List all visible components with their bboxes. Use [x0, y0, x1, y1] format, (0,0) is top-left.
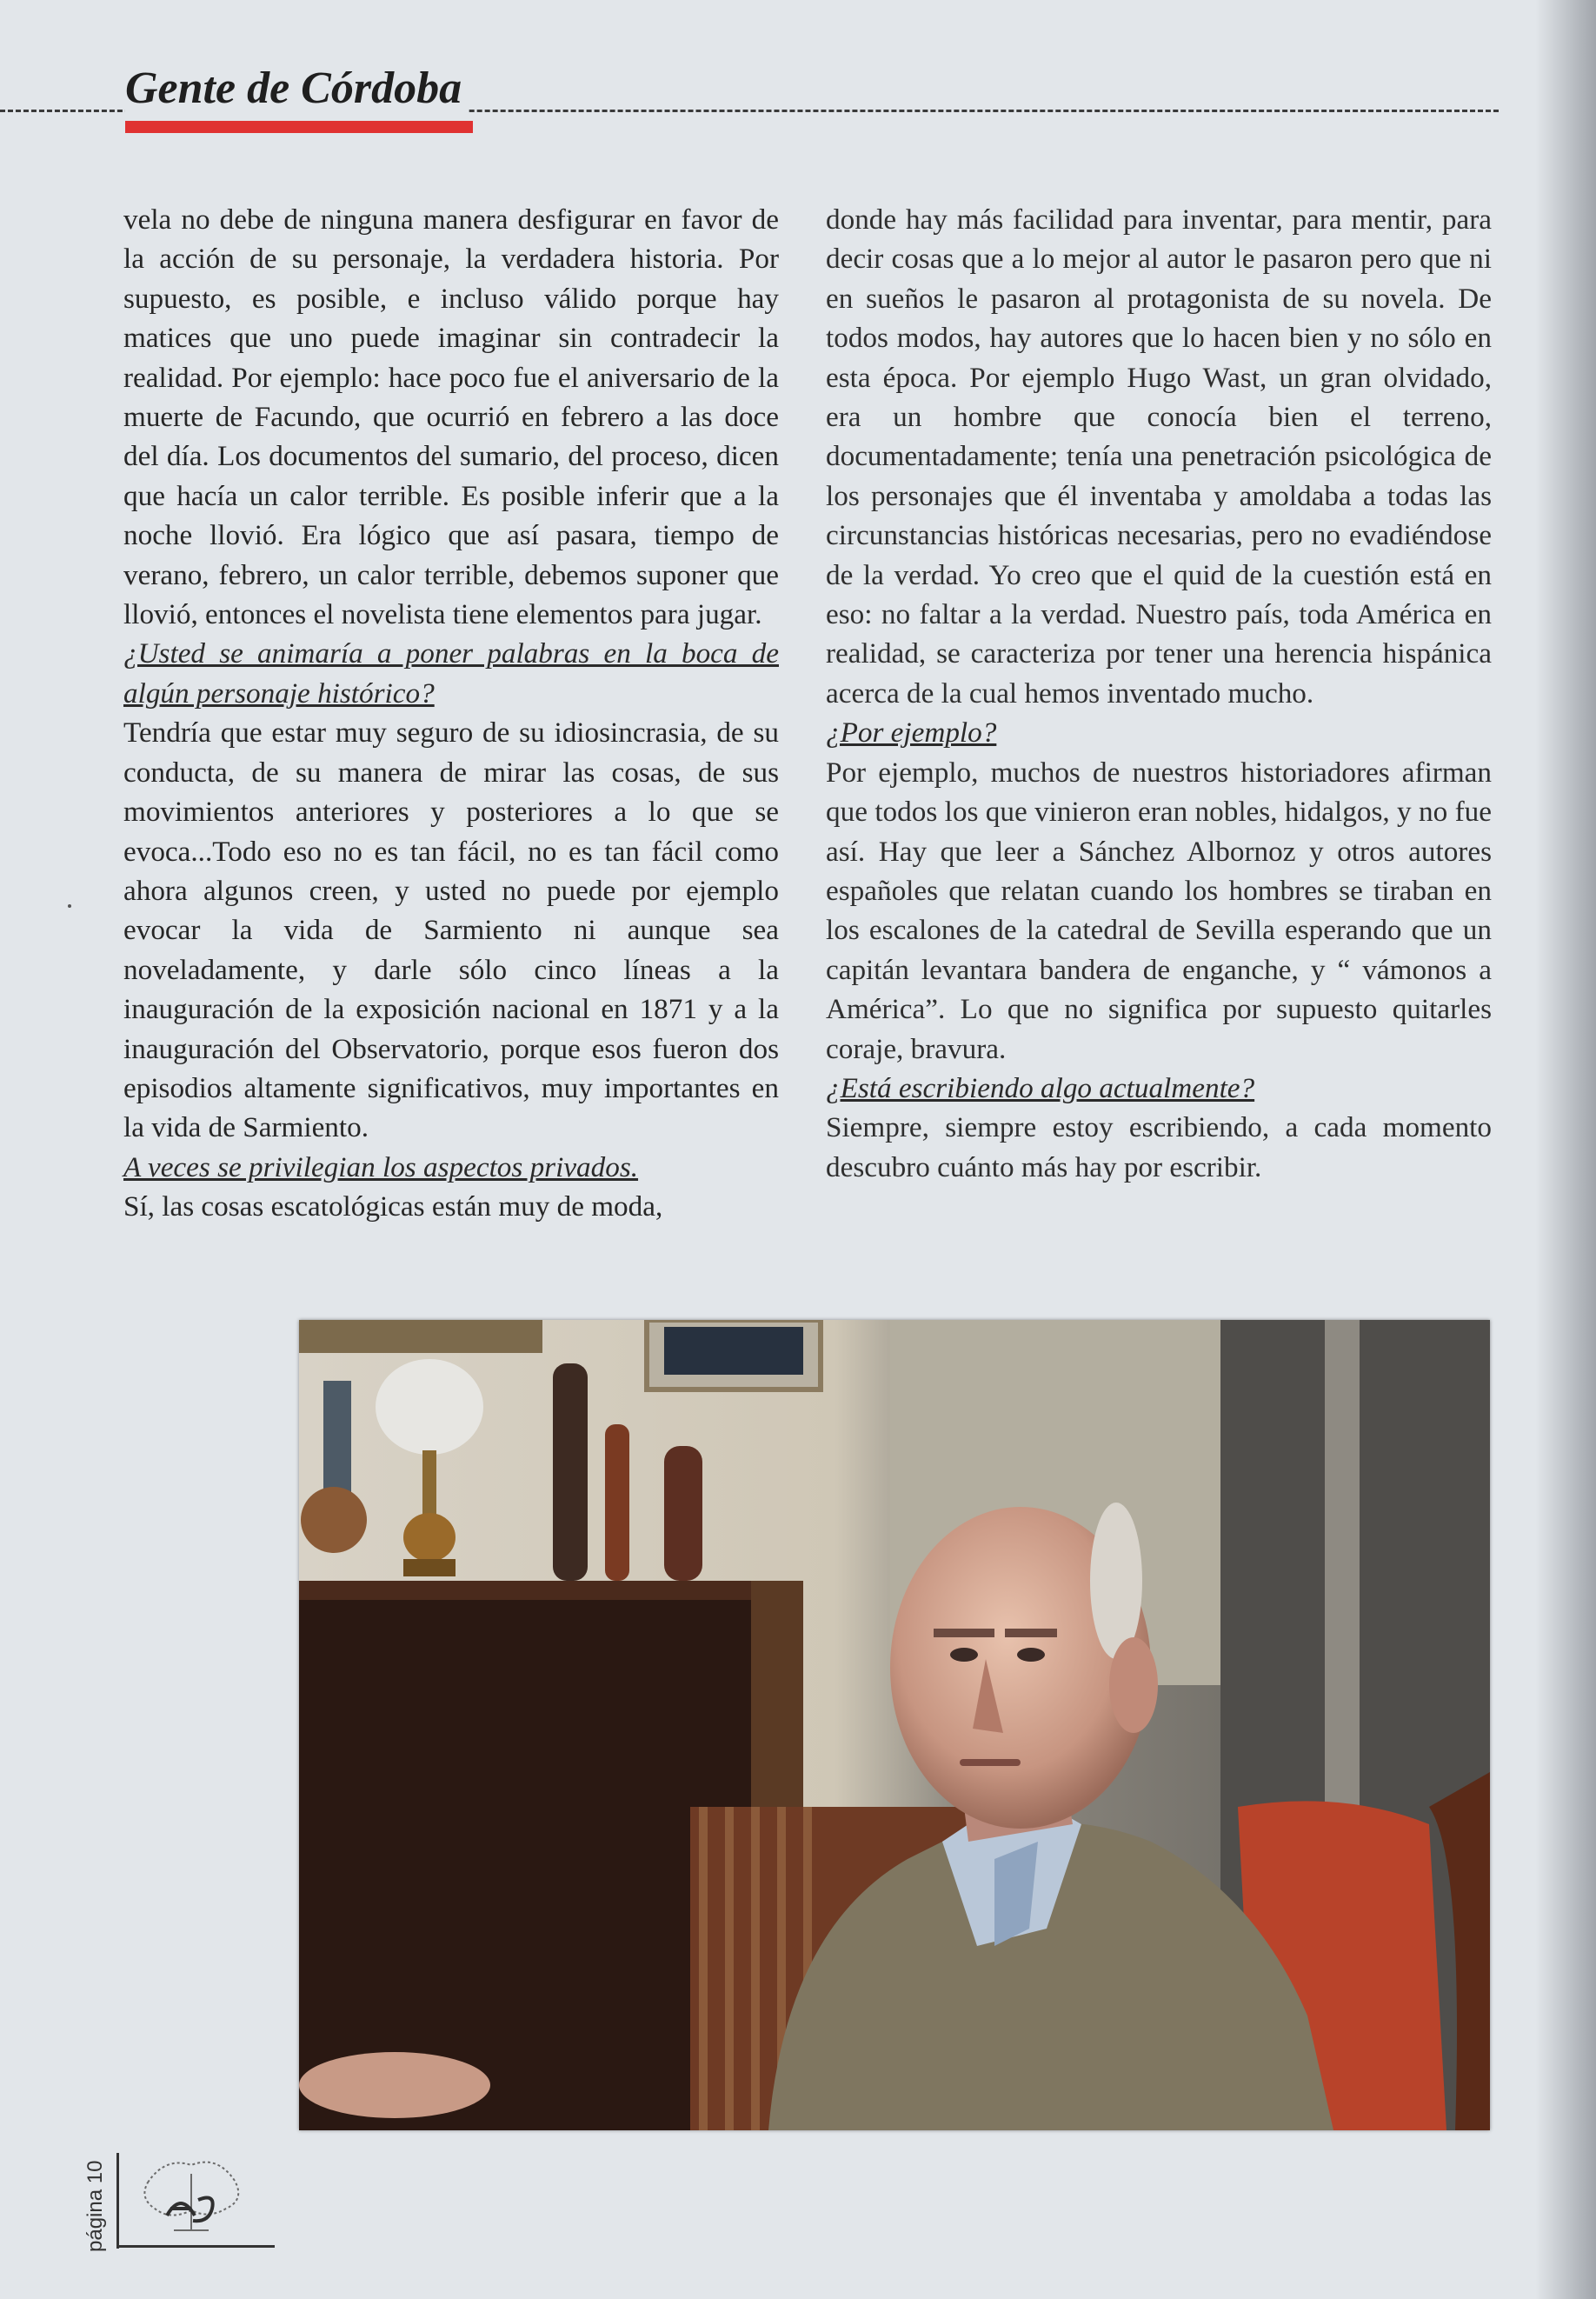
interview-question: A veces se privilegian los aspectos privados.	[123, 1150, 639, 1183]
footer-vertical-rule	[116, 2153, 119, 2249]
page-edge-shadow	[1535, 0, 1596, 2299]
footer-horizontal-rule	[116, 2245, 275, 2248]
margin-dot	[68, 904, 71, 908]
section-title: Gente de Córdoba	[125, 63, 467, 114]
right-column	[826, 200, 1492, 1187]
page-number: página 10	[83, 2160, 107, 2252]
interview-question: ¿Por ejemplo?	[826, 716, 997, 750]
portrait-photo	[299, 1320, 1490, 2130]
publication-logo	[130, 2148, 252, 2243]
paragraph: vela no debe de ninguna manera desfigurar en favor de la acción de su personaje, la verdadera historia. Por supuesto, es posible, e incluso válido porque hay matices que uno puede imaginar sin contradecir la realidad. Por ejemplo: hace poco fue el aniversario de la muerte de Facundo, que ocurrió en febrero a las doce del día. Los documentos del sumario, del proceso, dicen que hacía un calor terrible. Es posible inferir que a la noche llovió. Era lógico que así pasara, tiempo de verano, febrero, un calor terrible, debemos suponer que llovió, entonces el novelista tiene elementos para jugar.	[123, 203, 779, 631]
paragraph: Siempre, siempre estoy escribiendo, a cada momento descubro cuánto más hay por escribir.	[826, 1111, 1492, 1183]
paragraph: Sí, las cosas escatológicas están muy de moda,	[123, 1190, 663, 1223]
paragraph: Tendría que estar muy seguro de su idiosincrasia, de su conducta, de su manera de mirar las cosas, de sus movimientos anteriores y posteriores a lo que se evoca...Todo eso no es tan fácil, no es tan fácil como ahora algunos creen, y usted no puede por ejemplo evocar la vida de Sarmiento ni aunque sea noveladamente, y darle sólo cinco líneas a la inauguración de la exposición nacional en 1871 y a la inauguración del Observatorio, porque esos fueron dos episodios altamente significativos, muy importantes en la vida de Sarmiento.	[123, 716, 779, 1144]
portrait-illustration	[299, 1320, 1490, 2130]
paragraph: donde hay más facilidad para inventar, para mentir, para decir cosas que a lo mejor al autor le pasaron pero que ni en sueños le pasaron al protagonista de su novela. De todos modos, hay autores que lo hacen bien y no sólo en esta época. Por ejemplo Hugo Wast, un gran olvidado, era un hombre que conocía bien el terreno, documentadamente; tenía una penetración psicológica de los personajes que él inventaba y amoldaba a todas las circunstancias históricas necesarias, pero no evadiéndose de la verdad. Yo creo que el quid de la cuestión está en eso: no faltar a la verdad. Nuestro país, toda América en realidad, se caracteriza por tener una herencia hispánica acerca de la cual hemos inventado mucho.	[826, 203, 1492, 710]
paragraph: Por ejemplo, muchos de nuestros historiadores afirman que todos los que vinieron eran nobles, hidalgos, y no fue así. Hay que leer a Sánchez Albornoz y otros autores españoles que relatan cuando los hombres se tiraban en los escalones de la catedral de Sevilla esperando que un capitán levantara bandera de enganche, y “ vámonos a América”. Lo que no significa por supuesto quitarles coraje, bravura.	[826, 756, 1492, 1065]
left-column	[123, 200, 779, 1227]
interview-question: ¿Usted se animaría a poner palabras en la boca de algún personaje histórico?	[123, 637, 779, 710]
interview-question: ¿Está escribiendo algo actualmente?	[826, 1071, 1255, 1104]
section-title-underline	[125, 121, 473, 133]
